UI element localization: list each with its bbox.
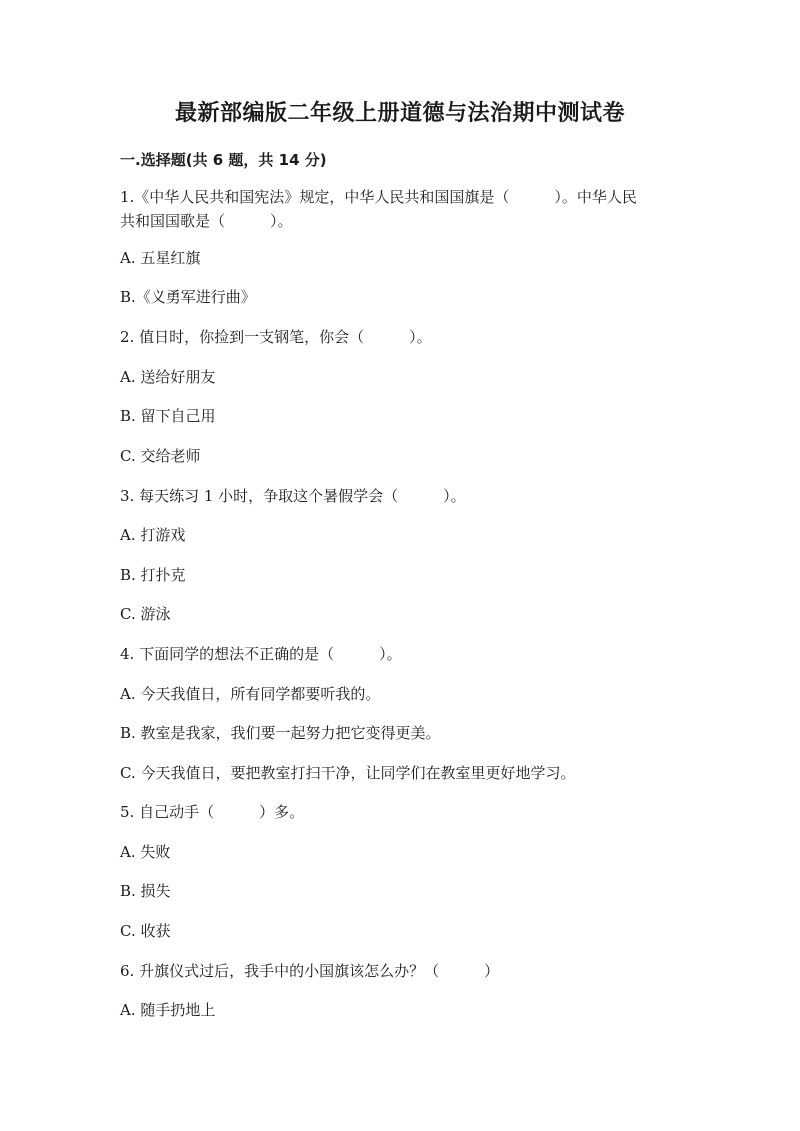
question-4-option-b: B. 教室是我家，我们要一起努力把它变得更美。 [120,724,441,742]
question-2-option-c: C. 交给老师 [120,447,201,465]
question-5-stem: 5. 自己动手（ ）多。 [120,803,305,821]
question-2-option-a: A. 送给好朋友 [120,368,216,386]
question-3-stem: 3. 每天练习 1 小时，争取这个暑假学会（ ）。 [120,487,466,505]
question-3-option-b: B. 打扑克 [120,566,186,584]
section-heading: 一.选择题(共 6 题，共 14 分) [120,151,327,169]
question-1-stem-line-2: 共和国国歌是（ ）。 [120,212,293,230]
page-title: 最新部编版二年级上册道德与法治期中测试卷 [174,101,625,126]
question-3-option-a: A. 打游戏 [120,526,186,544]
question-5-option-c: C. 收获 [120,922,171,940]
question-5-option-b: B. 损失 [120,882,171,900]
question-1-option-a: A. 五星红旗 [120,249,201,267]
question-4-option-a: A. 今天我值日，所有同学都要听我的。 [120,685,381,703]
question-4-stem: 4. 下面同学的想法不正确的是（ ）。 [120,645,402,663]
question-2-option-b: B. 留下自己用 [120,407,216,425]
question-6-stem: 6. 升旗仪式过后，我手中的小国旗该怎么办？（ ） [120,962,500,980]
question-4-option-c: C. 今天我值日，要把教室打扫干净，让同学们在教室里更好地学习。 [120,764,576,782]
question-1-stem-line-1: 1.《中华人民共和国宪法》规定，中华人民共和国国旗是（ ）。中华人民 [120,188,637,206]
question-1-option-b: B.《义勇军进行曲》 [120,288,256,306]
question-3-option-c: C. 游泳 [120,605,171,623]
question-5-option-a: A. 失败 [120,843,171,861]
question-6-option-a: A. 随手扔地上 [120,1001,216,1019]
question-2-stem: 2. 值日时，你捡到一支钢笔，你会（ ）。 [120,328,432,346]
